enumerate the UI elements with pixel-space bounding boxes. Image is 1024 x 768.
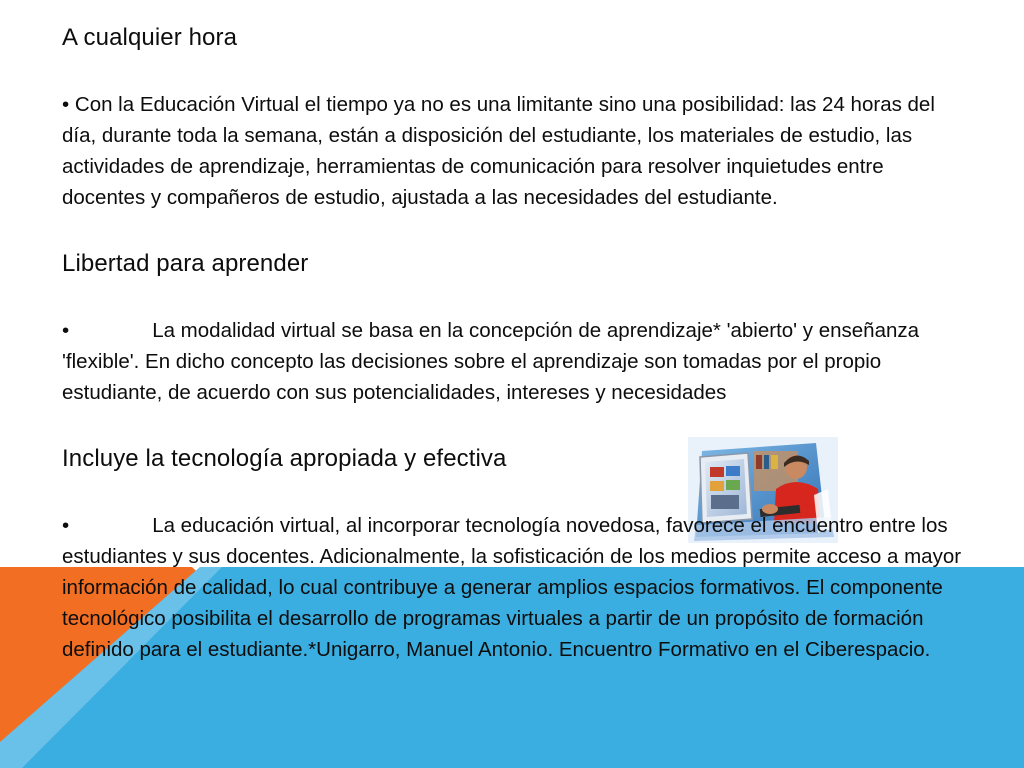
section-heading-technology: Incluye la tecnología apropiada y efectiva [62, 445, 507, 472]
section-paragraph-anytime [62, 89, 962, 213]
section-paragraph-freedom [62, 315, 962, 408]
section-heading-freedom: Libertad para aprender [62, 250, 309, 277]
paragraph-text: La educación virtual, al incorporar tecnología novedosa, favorece el encuentro entre los estudiantes y sus docentes. Adicionalmente, la sofisticación de los medios permite acceso a mayor información de calidad, lo cual contribuye a generar amplios espacios formativos. El componente tecnológico posibilita el desarrollo de programas virtuales a partir de un propósito de formación definido para el estudiante.*Unigarro, Manuel Antonio. Encuentro Formativo en el Ciberespacio. [62, 514, 962, 661]
paragraph-text: Con la Educación Virtual el tiempo ya no es una limitante sino una posibilidad: las 24 horas del día, durante toda la semana, están a disposición del estudiante, los materiales de estudio, las actividades de aprendizaje, herramientas de comunicación para resolver inquietudes entre docentes y compañeros de estudio, ajustada a las necesidades del estudiante. [62, 93, 935, 209]
slide-content [62, 18, 962, 665]
section-paragraph-technology [62, 510, 962, 665]
bullet-icon: • [62, 93, 70, 116]
bullet-icon: • [62, 514, 70, 537]
paragraph-text: La modalidad virtual se basa en la concepción de aprendizaje* 'abierto' y enseñanza 'flexible'. En dicho concepto las decisiones sobre el aprendizaje son tomadas por el propio estudiante, de acuerdo con sus potencialidades, intereses y necesidades [62, 319, 920, 404]
bullet-icon: • [62, 319, 70, 342]
section-heading-anytime: A cualquier hora [62, 24, 238, 51]
